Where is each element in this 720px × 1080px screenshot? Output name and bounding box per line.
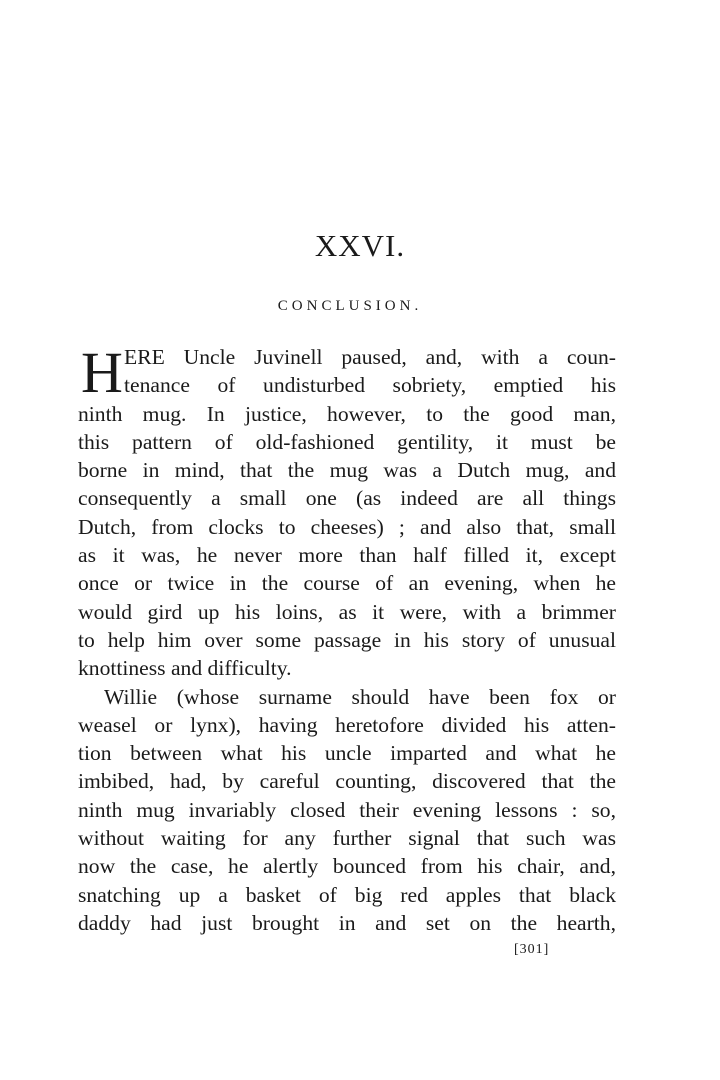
text-line: without waiting for any further signal that such was xyxy=(78,826,616,851)
text-line: this pattern of old-fashioned gentility, it must be xyxy=(78,429,616,454)
text-line: would gird up his loins, as it were, with a brimmer xyxy=(78,599,616,624)
text-line: consequently a small one (as indeed are all things xyxy=(78,486,616,511)
text-line: Dutch, from clocks to cheeses) ; and also that, small xyxy=(78,514,616,539)
text-line: tenance of undisturbed sobriety, emptied his xyxy=(124,373,616,398)
text-line: imbibed, had, by careful counting, discovered that the xyxy=(78,769,616,794)
text-line: as it was, he never more than half filled it, except xyxy=(78,543,616,568)
text-line: ERE Uncle Juvinell paused, and, with a coun- xyxy=(124,345,616,369)
text-line: ninth mug. In justice, however, to the good man, xyxy=(78,401,616,426)
text-line: weasel or lynx), having heretofore divided his atten- xyxy=(78,712,616,737)
chapter-title: CONCLUSION. xyxy=(277,298,423,314)
text-line: now the case, he alertly bounced from his chair, and, xyxy=(78,854,616,879)
drop-cap: H xyxy=(81,340,123,405)
chapter-number: XXVI. xyxy=(314,228,406,263)
text-line: tion between what his uncle imparted and what he xyxy=(78,741,616,766)
page-number: [301] xyxy=(514,942,550,957)
text-line: daddy had just brought in and set on the hearth, xyxy=(78,910,616,935)
text-line: Willie (whose surname should have been fox or xyxy=(104,684,616,709)
body-text xyxy=(78,340,616,937)
text-line: snatching up a basket of big red apples that black xyxy=(78,882,616,907)
text-line: to help him over some passage in his story of unusual xyxy=(78,627,616,652)
text-line: once or twice in the course of an evening, when he xyxy=(78,571,616,596)
text-line: ninth mug invariably closed their evening lessons : so, xyxy=(78,797,616,822)
text-line: knottiness and difficulty. xyxy=(78,656,292,681)
text-line: borne in mind, that the mug was a Dutch mug, and xyxy=(78,458,616,483)
